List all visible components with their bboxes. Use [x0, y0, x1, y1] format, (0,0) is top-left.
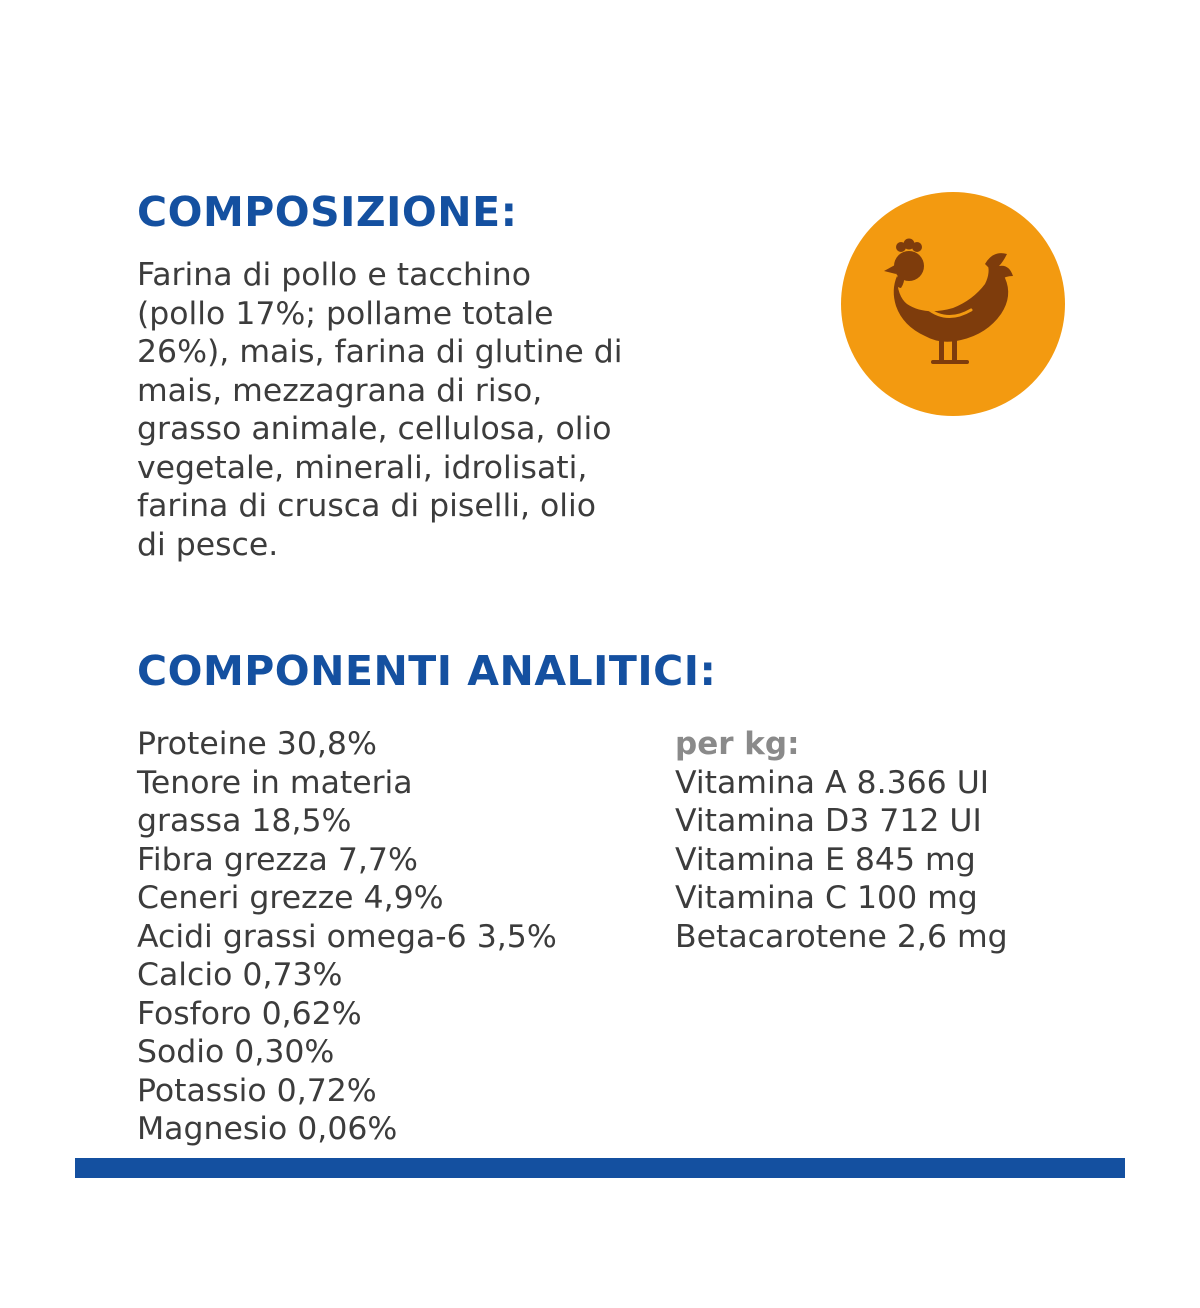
composition-line: 26%), mais, farina di glutine di: [137, 334, 623, 370]
bottom-bar: [75, 1158, 1125, 1178]
list-item: Acidi grassi omega-6 3,5%: [137, 918, 557, 955]
per-kg-label: per kg:: [675, 726, 800, 762]
list-item: Proteine 30,8%: [137, 726, 377, 762]
composition-line: mais, mezzagrana di riso,: [137, 372, 543, 409]
list-item: Calcio 0,73%: [137, 957, 343, 993]
analytics-heading: COMPONENTI ANALITICI:: [137, 647, 717, 695]
list-item: Magnesio 0,06%: [137, 1111, 398, 1147]
composition-line: farina di crusca di piselli, olio: [137, 488, 597, 524]
chicken-icon: [841, 192, 1065, 416]
composition-line: (pollo 17%; pollame totale: [137, 295, 554, 332]
list-item: Vitamina C 100 mg: [675, 880, 978, 916]
composition-text: [137, 256, 697, 564]
composition-line: grasso animale, cellulosa, olio: [137, 411, 612, 447]
list-item: Fibra grezza 7,7%: [137, 841, 418, 878]
list-item: grassa 18,5%: [137, 803, 352, 839]
analytics-list: [137, 725, 557, 1149]
list-item: Sodio 0,30%: [137, 1034, 335, 1070]
list-item: Betacarotene 2,6 mg: [675, 918, 1008, 955]
list-item: Potassio 0,72%: [137, 1072, 377, 1109]
list-item: Tenore in materia: [137, 764, 413, 801]
list-item: Ceneri grezze 4,9%: [137, 880, 444, 916]
list-item: Vitamina D3 712 UI: [675, 803, 982, 839]
list-item: Vitamina E 845 mg: [675, 841, 976, 878]
vitamins-list: [675, 725, 1008, 956]
composition-line: di pesce.: [137, 526, 279, 563]
composition-line: vegetale, minerali, idrolisati,: [137, 449, 588, 486]
list-item: Vitamina A 8.366 UI: [675, 764, 990, 801]
list-item: Fosforo 0,62%: [137, 995, 362, 1032]
composition-line: Farina di pollo e tacchino: [137, 257, 531, 293]
chicken-badge: [841, 192, 1065, 416]
composition-heading: COMPOSIZIONE:: [137, 188, 518, 236]
